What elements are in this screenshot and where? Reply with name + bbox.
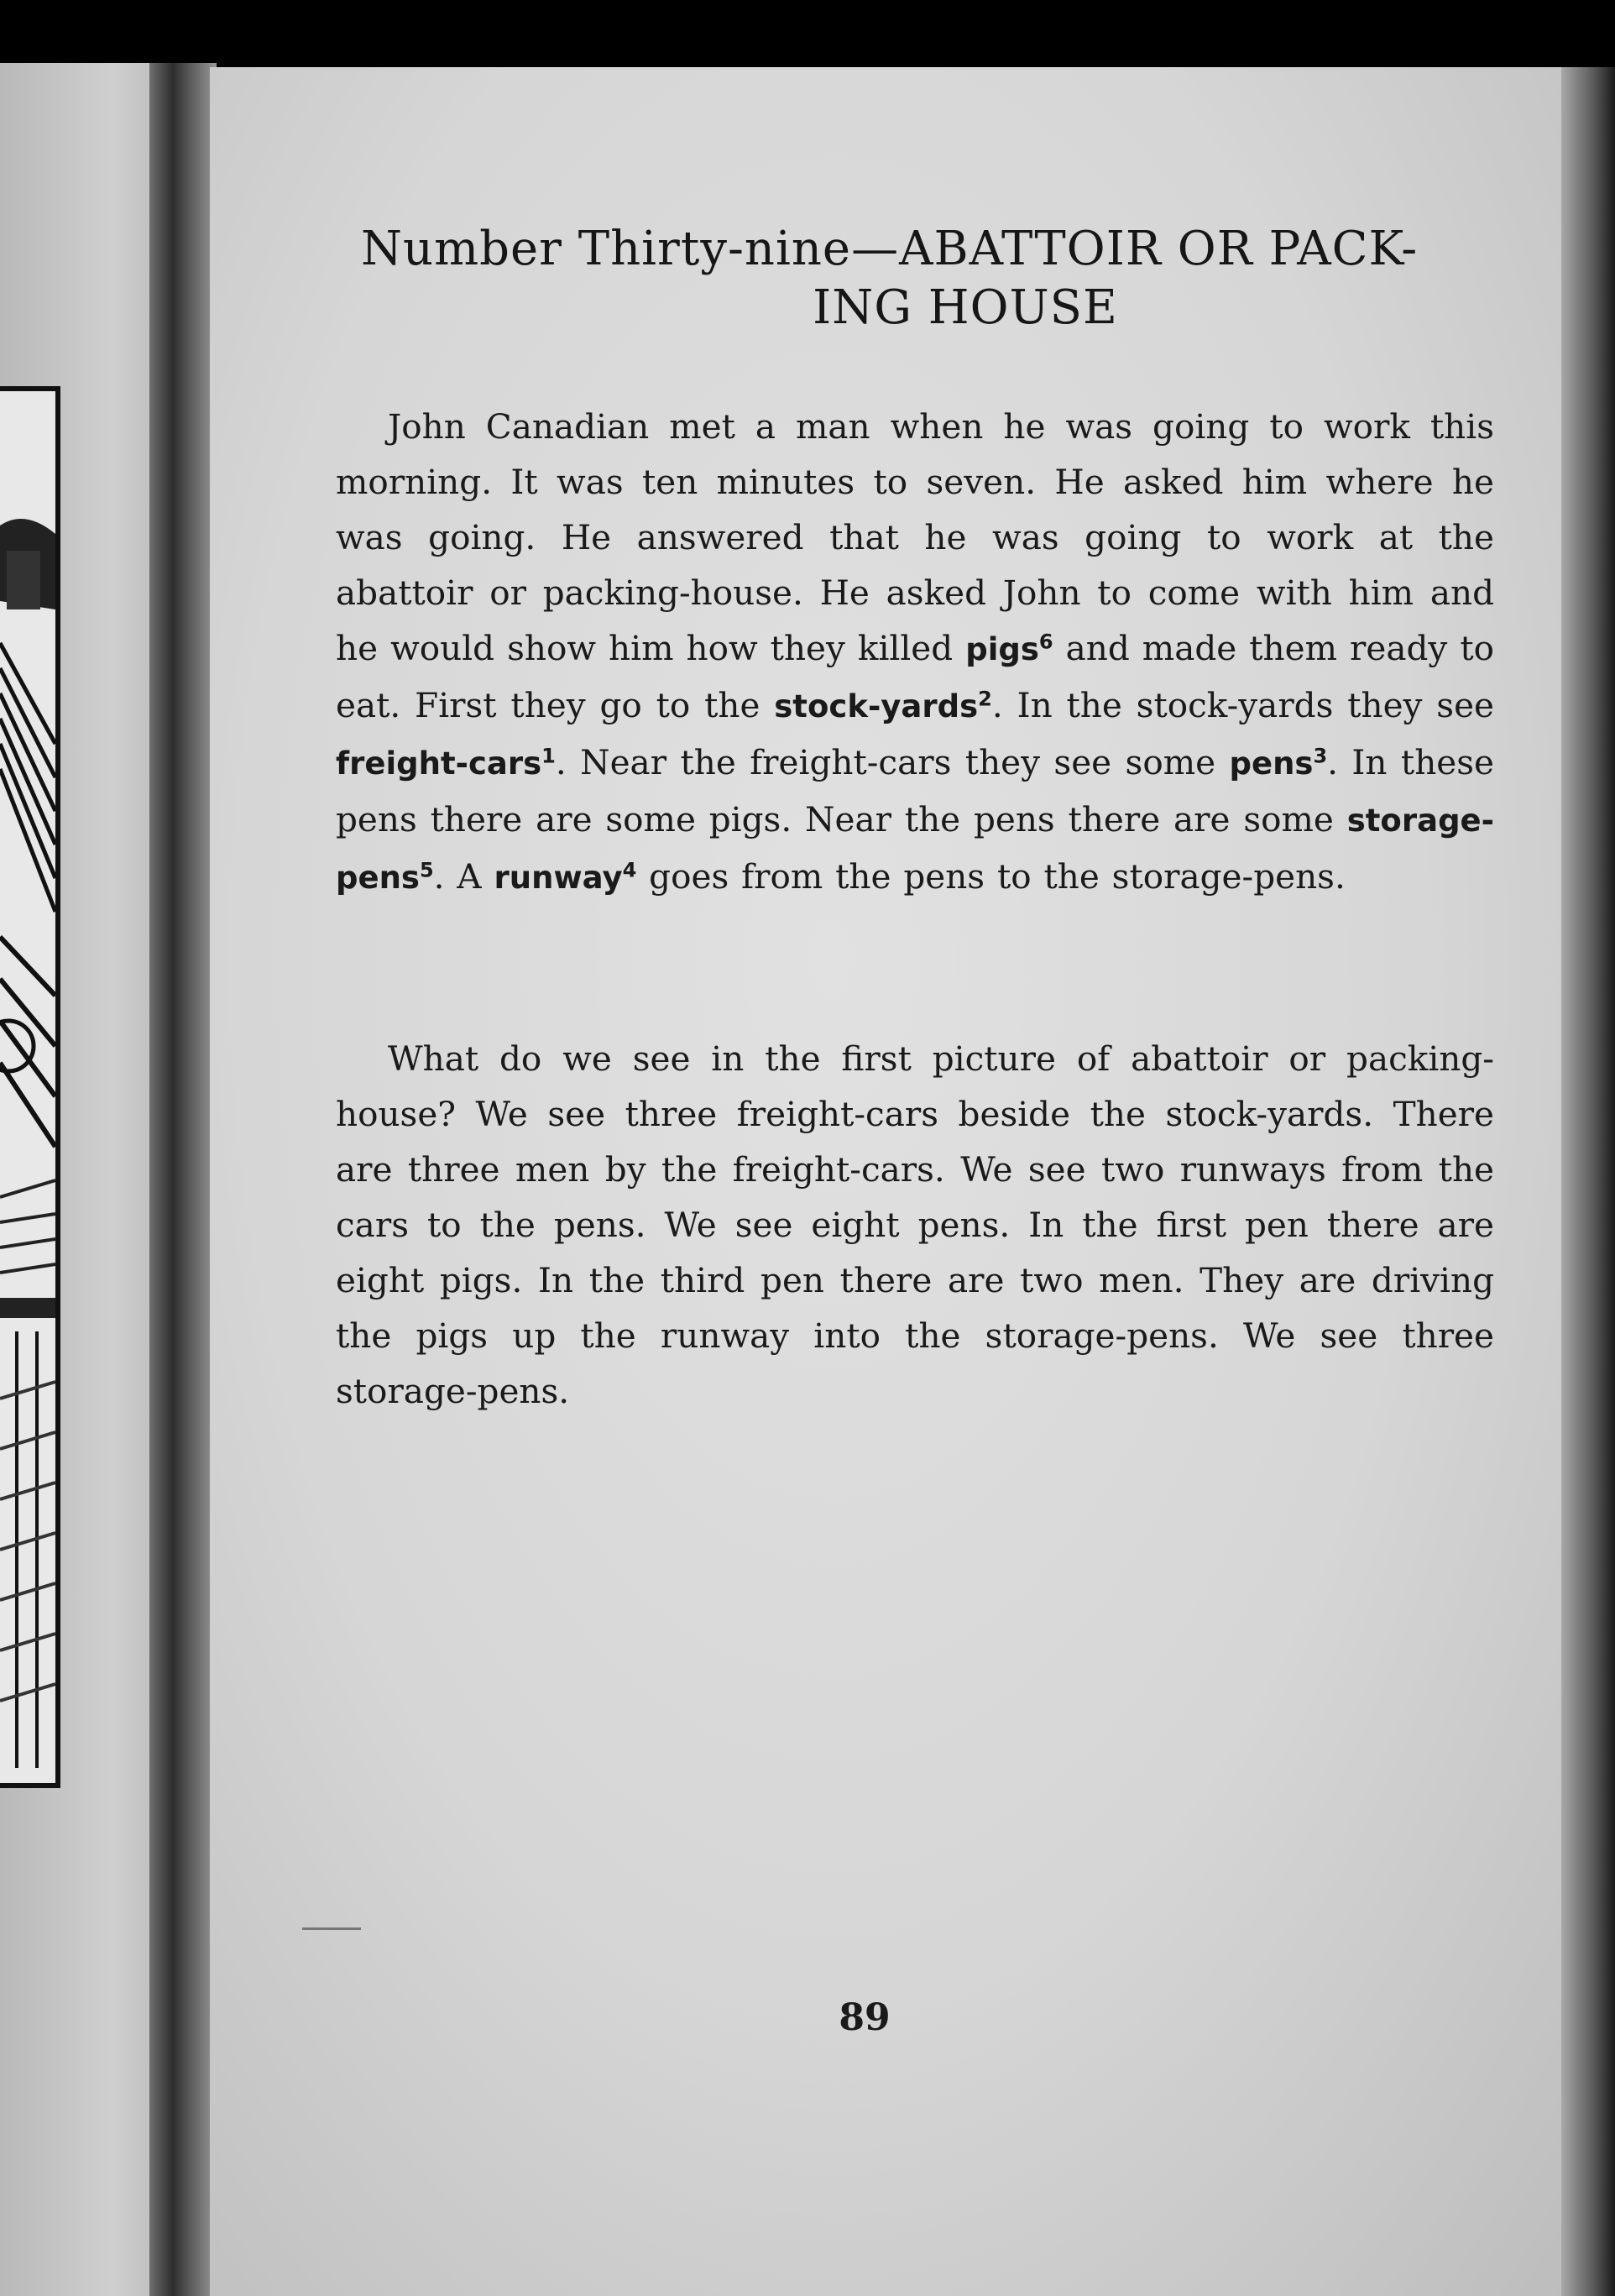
woodcut-illustration-fragment	[0, 391, 55, 1783]
paragraph-2: What do we see in the first picture of abattoir or packing-house? We see three freight-cars beside the stock-yards. There are three men by the freight-cars. We see two runways from the cars to the pens. We see eight pens. In the first pen there are eight pigs. In the third pen there are two men. They are driving the pigs up the runway into the storage-pens. We see three storage-pens.	[336, 1038, 1494, 1411]
keyword-pigs-number: 6	[1038, 630, 1053, 654]
paragraph-1-text: . Near the freight-cars they see some	[555, 742, 1230, 782]
keyword-pens	[1230, 745, 1328, 782]
keyword-runway-number: 4	[622, 858, 637, 882]
keyword-freight-cars-label: freight-cars	[336, 745, 542, 782]
chapter-title-line-1: Number Thirty-nine—ABATTOIR OR PACK-	[361, 222, 1419, 276]
chapter-title	[361, 220, 1519, 337]
keyword-pens-number: 3	[1313, 744, 1328, 768]
keyword-storage-pens-number: 5	[419, 858, 434, 882]
keyword-pigs-label: pigs	[965, 631, 1039, 667]
paragraph-1-text: John Canadian met a man when he was going to work this morning. It was ten minutes to seven. He asked him where he was going. He answered that he was going to work at the abattoir or packing-house. He asked John to come with him and he would show him how they killed	[336, 406, 1494, 668]
keyword-storage-pens-label: storage-pens	[336, 803, 1494, 896]
keyword-pens-label: pens	[1229, 745, 1314, 782]
keyword-pigs	[965, 631, 1053, 667]
paragraph-1-text: . In the stock-yards they see	[991, 685, 1495, 725]
keyword-runway	[494, 860, 637, 896]
keyword-freight-cars-number: 1	[541, 744, 556, 768]
keyword-stock-yards-number: 2	[978, 687, 992, 711]
keyword-runway-label: runway	[494, 860, 623, 896]
stray-mark	[302, 1927, 361, 1930]
paragraph-1-text: . In these pens there are some pigs. Near the pens there are some	[336, 742, 1494, 839]
page-edge-shadow	[1561, 67, 1615, 2296]
keyword-stock-yards	[774, 688, 992, 724]
paragraph-1-text: and made them ready to eat. First they go to the	[336, 628, 1494, 725]
chapter-title-line-2: ING HOUSE	[813, 280, 1118, 335]
paragraph-1-text: . A	[433, 856, 494, 897]
keyword-freight-cars	[336, 745, 556, 782]
paragraph-1-text: goes from the pens to the storage-pens.	[636, 856, 1346, 897]
paragraph-1	[336, 399, 1494, 906]
left-page-illustration	[0, 386, 60, 1788]
keyword-stock-yards-label: stock-yards	[774, 688, 979, 724]
book-gutter	[149, 63, 217, 2296]
page-number: 89	[839, 1996, 891, 2039]
